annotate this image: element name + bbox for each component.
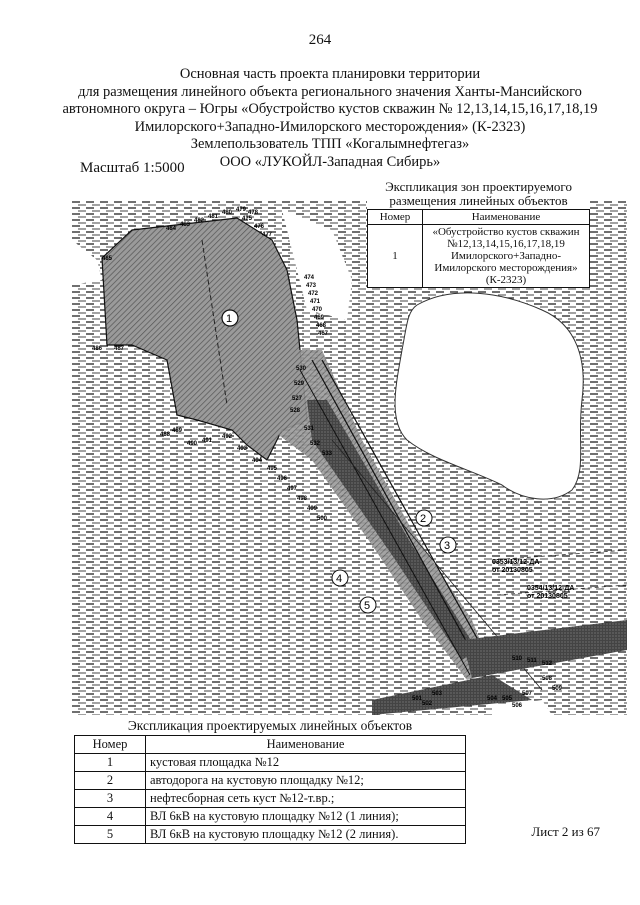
point-label: 492: [222, 434, 233, 440]
title-line: Имилорского+Западно-Имилорского месторождения» (К-2323): [134, 118, 526, 135]
point-label: 500: [317, 516, 328, 522]
point-label: 533: [322, 451, 333, 457]
point-label: 498: [297, 496, 308, 502]
point-label: 502: [422, 701, 433, 707]
point-label: 529: [294, 381, 305, 387]
point-label: 480: [222, 210, 233, 216]
point-label: 512: [542, 661, 553, 667]
zone-legend: [367, 180, 590, 288]
title-line: Основная часть проекта планировки территории: [179, 66, 481, 82]
point-label: 468: [316, 323, 327, 329]
point-label: 481: [208, 214, 219, 220]
table-row: [75, 826, 466, 844]
code-label: 0354/13/12-ДА: [527, 585, 575, 592]
point-label: 476: [254, 224, 265, 230]
map-scale: Масштаб 1:5000: [80, 160, 185, 176]
column-header: Наименование: [423, 210, 590, 225]
object-number: 2: [420, 513, 427, 525]
point-label: 485: [102, 256, 113, 262]
point-label: 507: [522, 691, 533, 697]
column-header: Наименование: [146, 736, 466, 754]
row-name: «Обустройство кустов скважин №12,13,14,15,16,17,18,19 Имилорского+Западно-Имилорского месторождения» (К-2323): [423, 225, 590, 288]
row-name: ВЛ 6кВ на кустовую площадку №12 (2 линия).: [146, 826, 466, 844]
point-label: 497: [287, 486, 298, 492]
point-label: 531: [304, 426, 315, 432]
code-label: от 20130805: [492, 567, 533, 574]
row-number: 2: [75, 772, 146, 790]
point-label: 486: [92, 346, 103, 352]
title-line: ООО «ЛУКОЙЛ-Западная Сибирь»: [219, 153, 441, 170]
point-label: 488: [160, 432, 171, 438]
point-label: 474: [304, 275, 315, 281]
point-label: 471: [310, 299, 321, 305]
point-label: 505: [502, 696, 513, 702]
point-label: 482: [194, 218, 205, 224]
table-row: [75, 772, 466, 790]
point-label: 467: [318, 331, 329, 337]
point-label: 473: [306, 283, 317, 289]
table-row: [368, 225, 590, 288]
point-label: 493: [237, 446, 248, 452]
point-label: 506: [512, 703, 523, 709]
object-number: 3: [444, 540, 451, 552]
object-number: 5: [364, 600, 371, 612]
point-label: 508: [542, 676, 553, 682]
page-number: 264: [308, 32, 332, 48]
title-line: Землепользователь ТПП «Когалымнефтегаз»: [190, 136, 470, 152]
objects-legend-table: [74, 735, 466, 844]
table-row: [75, 790, 466, 808]
row-number: 5: [75, 826, 146, 844]
point-label: 503: [432, 691, 443, 697]
zone-legend-caption: Экспликация зон проектируемого размещения линейных объектов: [385, 179, 572, 208]
point-label: 527: [292, 396, 303, 402]
point-label: 475: [242, 216, 253, 222]
point-label: 532: [310, 441, 321, 447]
point-label: 470: [312, 307, 323, 313]
object-number: 4: [336, 573, 343, 585]
zone-legend-table: [367, 209, 590, 288]
document-title: [40, 66, 620, 171]
column-header: Номер: [75, 736, 146, 754]
point-label: 509: [552, 686, 563, 692]
point-label: 499: [307, 506, 318, 512]
row-name: ВЛ 6кВ на кустовую площадку №12 (1 линия);: [146, 808, 466, 826]
table-row: [75, 754, 466, 772]
point-label: 510: [512, 656, 523, 662]
point-label: 530: [296, 366, 307, 372]
code-label: 0353/13/12-ДА: [492, 559, 540, 566]
row-number: 4: [75, 808, 146, 826]
point-label: 490: [187, 441, 198, 447]
objects-legend: [74, 718, 574, 844]
point-label: 469: [314, 315, 325, 321]
point-label: 478: [248, 210, 259, 216]
table-row: [75, 808, 466, 826]
zone-number: 1: [226, 313, 233, 325]
point-label: 477: [262, 232, 273, 238]
point-label: 504: [487, 696, 498, 702]
point-label: 472: [308, 291, 319, 297]
point-label: 491: [202, 438, 213, 444]
row-name: кустовая площадка №12: [146, 754, 466, 772]
point-label: 489: [172, 428, 183, 434]
row-number: 3: [75, 790, 146, 808]
point-label: 494: [252, 458, 263, 464]
sheet-number: Лист 2 из 67: [531, 824, 600, 839]
point-label: 483: [180, 222, 191, 228]
row-number: 1: [368, 225, 423, 288]
point-label: 487: [114, 346, 125, 352]
point-label: 511: [527, 658, 537, 664]
title-line: для размещения линейного объекта регионального значения Ханты-Мансийского: [78, 83, 582, 100]
point-label: 495: [267, 466, 278, 472]
objects-legend-caption: Экспликация проектируемых линейных объектов: [127, 718, 413, 733]
row-name: автодорога на кустовую площадку №12;: [146, 772, 466, 790]
point-label: 479: [236, 207, 247, 213]
point-label: 501: [412, 696, 423, 702]
title-line: автономного округа – Югры «Обустройство кустов скважин № 12,13,14,15,16,17,18,19: [62, 101, 598, 117]
point-label: 528: [290, 408, 301, 414]
row-number: 1: [75, 754, 146, 772]
column-header: Номер: [368, 210, 423, 225]
point-label: 484: [166, 226, 177, 232]
point-label: 496: [277, 476, 288, 482]
row-name: нефтесборная сеть куст №12-т.вр.;: [146, 790, 466, 808]
code-label: от 20130805: [527, 593, 568, 600]
